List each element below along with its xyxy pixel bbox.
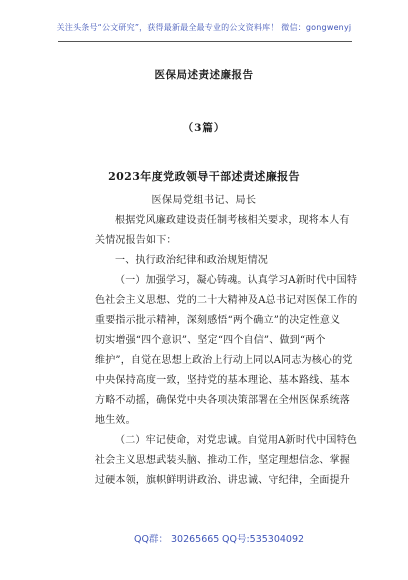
document-title: 医保局述责述廉报告 (154, 69, 254, 81)
header-divider (58, 41, 352, 42)
body-line: 色社会主义思想、党的二十大精神及A总书记对医保工作的 (95, 295, 358, 306)
body-line: 关情况报告如下： (95, 235, 177, 246)
document-count: （3篇） (182, 122, 226, 134)
report-title: 2023年度党政领导干部述责述廉报告 (108, 170, 300, 183)
body-line: 维护”，自觉在思想上政治上行动上同以A同志为核心的党 (95, 355, 353, 366)
report-author: 医保局党组书记、局长 (151, 195, 257, 206)
body-line: 过硬本领，旗帜鲜明讲政治、讲忠诚、守纪律，全面提升 (95, 475, 350, 486)
body-line: 根据党风廉政建设责任制考核相关要求，现将本人有 (115, 215, 350, 226)
footer-qq-number: QQ号:535304092 (222, 534, 305, 545)
body-line: 中央保持高度一致，坚持党的基本理论、基本路线、基本 (95, 375, 350, 386)
body-line: （一）加强学习，凝心铸魂。认真学习A新时代中国特 (115, 275, 358, 286)
body-line: 切实增强“四个意识”、坚定“四个自信”、做到“两个 (95, 335, 326, 346)
body-line: 社会主义思想武装头脑、推动工作，坚定理想信念、掌握 (95, 455, 350, 466)
body-line: 方略不动摇，确保党中央各项决策部署在全州医保系统落 (95, 395, 350, 406)
header-banner: 关注头条号“公文研究”，获得最新最全最专业的公文资料库！ 微信：gongwenyj (56, 23, 352, 32)
report-body (95, 211, 358, 491)
footer-qq-group: QQ群： 30265665 (134, 534, 220, 545)
body-line: 地生效。 (95, 415, 136, 426)
body-line: （二）牢记使命，对党忠诚。自觉用A新时代中国特色 (115, 435, 358, 446)
section-heading: 一、执行政治纪律和政治规矩情况 (115, 255, 268, 266)
body-line: 重要指示批示精神，深刻感悟“两个确立”的决定性意义 (95, 315, 341, 326)
